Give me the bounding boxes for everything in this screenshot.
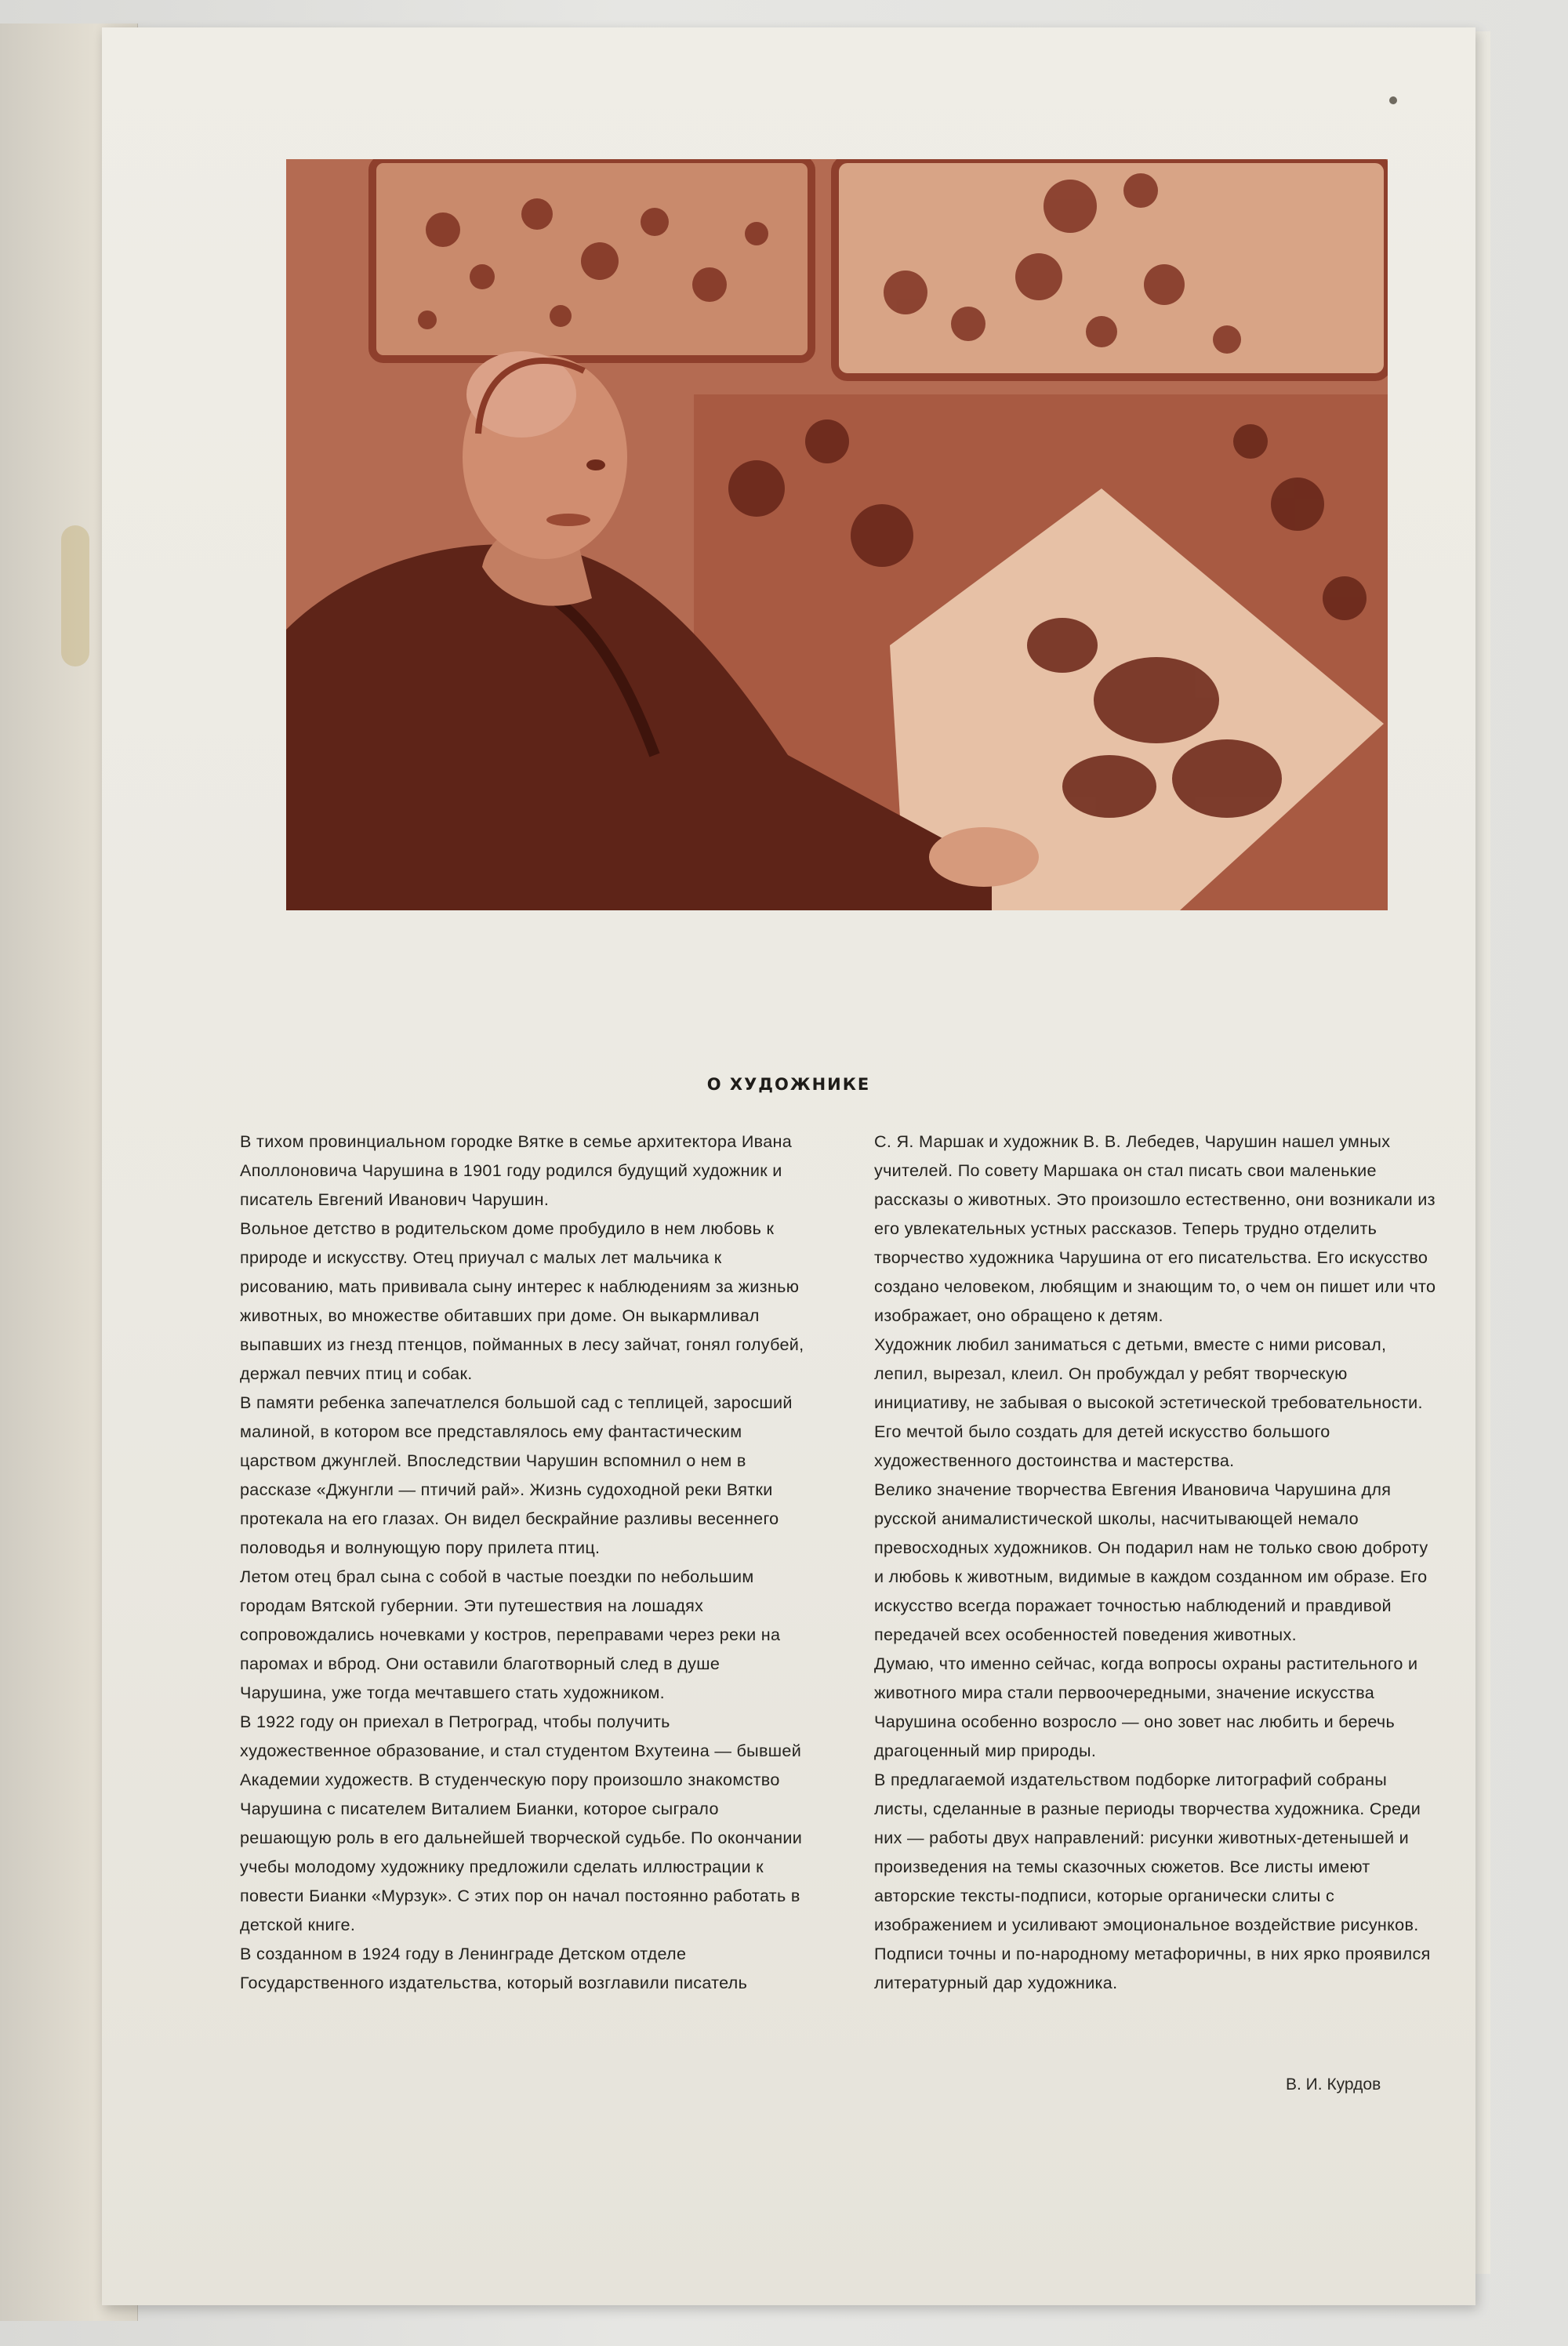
- paragraph: Вольное детство в родительском доме пробудило в нем любовь к природе и искусству. Отец приучал с малых лет мальчика к рисованию, мать прививала сыну интерес к наблюдениям за жизнью животных, во множестве обитавших при доме. Он выкармливал выпавших из гнезд птенцов, пойманных в лесу зайчат, гонял голубей, держал певчих птиц и собак.: [240, 1218, 804, 1383]
- paper-stain: [61, 525, 89, 666]
- printed-page: [102, 27, 1475, 2305]
- paragraph: В 1922 году он приехал в Петроград, чтобы получить художественное образование, и стал студентом Вхутеина — бывшей Академии художеств. В студенческую пору произошло знакомство Чарушина с писателем Виталием Бианки, которое сыграло решающую роль в его дальнейшей творческой судьбе. По окончании учебы молодому художнику предложили сделать иллюстрации к повести Бианки «Мурзук». С этих пор он начал постоянно работать в детской книге.: [240, 1712, 803, 1934]
- paragraph: С. Я. Маршак и художник В. В. Лебедев, Чарушин нашел умных учителей. По совету Маршака он стал писать свои маленькие рассказы о животных. Это произошло естественно, они возникали из его увлекательных устных рассказов. Теперь трудно отделить творчество художника Чарушина от его писательства. Его искусство создано человеком, любящим и знающим то, о чем он пишет или что изображает, оно обращено к детям.: [874, 1131, 1436, 1325]
- author-signature: В. И. Курдов: [1286, 2075, 1381, 2094]
- paragraph: Художник любил заниматься с детьми, вместе с ними рисовал, лепил, вырезал, клеил. Он пробуждал у ребят творческую инициативу, не забывая о высокой эстетической требовательности. Его мечтой было создать для детей искусство большого художественного достоинства и мастерства.: [874, 1335, 1423, 1470]
- paragraph: Думаю, что именно сейчас, когда вопросы охраны растительного и животного мира стали первоочередными, значение искусства Чарушина особенно возросло — оно зовет нас любить и беречь драгоценный мир природы.: [874, 1654, 1418, 1760]
- right-text-column: [874, 1127, 1439, 1997]
- artist-photograph: [286, 159, 1388, 910]
- page-mark: [1389, 96, 1397, 104]
- paragraph: В предлагаемой издательством подборке литографий собраны листы, сделанные в разные периоды творчества художника. Среди них — работы двух направлений: рисунки животных-детенышей и произведения на темы сказочных сюжетов. Все листы имеют авторские тексты-подписи, которые органически слиты с изображением и усиливают эмоциональное воздействие рисунков. Подписи точны и по-народному метафоричны, в них ярко проявился литературный дар художника.: [874, 1770, 1431, 1992]
- paragraph: Велико значение творчества Евгения Ивановича Чарушина для русской анималистической школы, насчитывающей немало превосходных художников. Он подарил нам не только свою доброту и любовь к животным, видимые в каждом созданном им образе. Его искусство всегда поражает точностью наблюдений и правдивой передачей всех особенностей поведения животных.: [874, 1480, 1428, 1644]
- photograph-image: [286, 159, 1388, 910]
- left-text-column: [240, 1127, 804, 1997]
- paragraph: В памяти ребенка запечатлелся большой сад с теплицей, заросший малиной, в котором все представлялось ему фантастическим царством джунглей. Впоследствии Чарушин вспомнил о нем в рассказе «Джунгли — птичий рай». Жизнь судоходной реки Вятки протекала на его глазах. Он видел бескрайние разливы весеннего половодья и волнующую пору прилета птиц.: [240, 1393, 793, 1557]
- article-heading: О ХУДОЖНИКЕ: [706, 1075, 871, 1094]
- paragraph: В созданном в 1924 году в Ленинграде Детском отделе Государственного издательства, который возглавили писатель: [240, 1944, 748, 1992]
- paragraph: Летом отец брал сына с собой в частые поездки по небольшим городам Вятской губернии. Эти путешествия на лошадях сопровождались ночевками у костров, переправами через реки на паромах и вброд. Они оставили благотворный след в душе Чарушина, уже тогда мечтавшего стать художником.: [240, 1567, 781, 1702]
- paragraph: В тихом провинциальном городке Вятке в семье архитектора Ивана Аполлоновича Чарушина в 1901 году родился будущий художник и писатель Евгений Иванович Чарушин.: [240, 1131, 793, 1209]
